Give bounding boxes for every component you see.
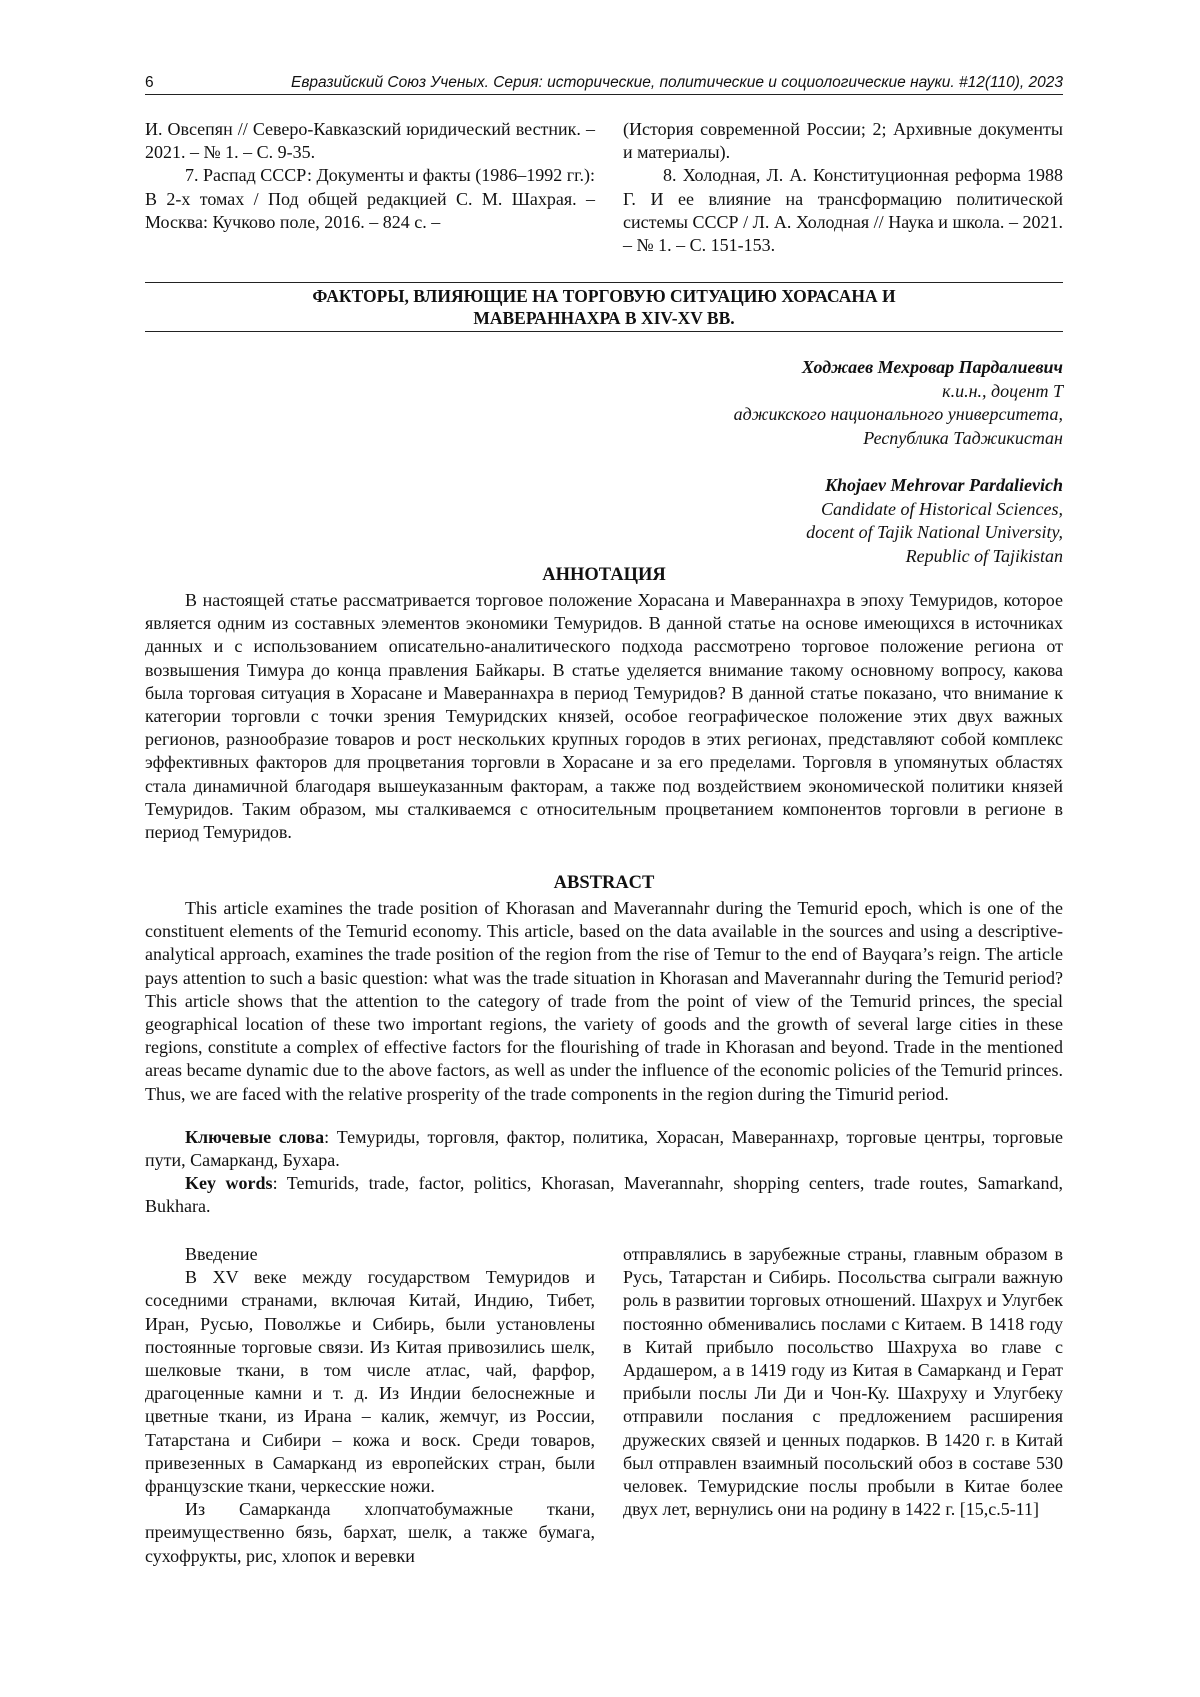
keywords-list: : Temurids, trade, factor, politics, Khorasan, Maverannahr, shopping centers, trade routes, Samarkand, Bukhara. xyxy=(145,1173,1063,1217)
author-affiliation: docent of Tajik National University, xyxy=(806,522,1063,542)
article-title-line: ФАКТОРЫ, ВЛИЯЮЩИЕ НА ТОРГОВУЮ СИТУАЦИЮ ХОРАСАНА И xyxy=(312,286,896,306)
keywords-label: Key words xyxy=(185,1173,273,1193)
author-affiliation: Республика Таджикистан xyxy=(863,427,1063,448)
references-left-column xyxy=(145,118,595,234)
body-left-column xyxy=(145,1243,595,1568)
author-block-ru xyxy=(463,356,1063,450)
author-name: Khojaev Mehrovar Pardalievich xyxy=(825,475,1063,495)
body-paragraph: Из Самарканда хлопчатобумажные ткани, преимущественно бязь, бархат, шелк, а также бумага, сухофрукты, рис, хлопок и веревки xyxy=(145,1499,595,1566)
reference-item: 7. Распад СССР: Документы и факты (1986–1992 гг.): В 2-х томах / Под общей редакцией С. М. Шахрая. – Москва: Кучково поле, 2016. – 824 с. – xyxy=(145,165,595,232)
annotation-heading: АННОТАЦИЯ xyxy=(542,565,666,585)
keywords-label: Ключевые слова xyxy=(185,1127,325,1147)
author-block-en xyxy=(463,474,1063,568)
body-paragraph: В XV веке между государством Темуридов и соседними странами, включая Китай, Индию, Тибет, Иран, Русью, Поволжье и Сибирь, были установлены постоянные торговые связи. Из Китая привозились шелк, шелковые ткани, в том числе атлас, чай, фарфор, драгоценные камни и т. д. Из Индии белоснежные и цветные ткани, из Ирана – калик, жемчуг, из России, Татарстана и Сибири – кожа и воск. Среди товаров, привезенных в Самарканд из европейских стран, были французские ткани, черкесские ножи. xyxy=(145,1267,595,1497)
section-heading: Введение xyxy=(185,1244,258,1264)
abstract-text xyxy=(145,897,1063,1106)
article-title-line: МАВЕРАННАХРА В XIV-XV ВВ. xyxy=(473,308,735,328)
author-affiliation: Republic of Tajikistan xyxy=(905,545,1063,566)
reference-item: (История современной России; 2; Архивные документы и материалы). xyxy=(623,119,1063,163)
annotation-text xyxy=(145,589,1063,844)
author-name: Ходжаев Мехровар Пардалиевич xyxy=(801,357,1063,377)
running-header xyxy=(145,72,1063,95)
keywords-ru xyxy=(145,1126,1063,1172)
author-affiliation: к.и.н., доцент Т xyxy=(942,380,1063,401)
reference-item: И. Овсепян // Северо-Кавказский юридический вестник. – 2021. – № 1. – С. 9-35. xyxy=(145,119,595,163)
article-title xyxy=(145,282,1063,332)
body-right-column xyxy=(623,1243,1063,1521)
keywords-en xyxy=(145,1172,1063,1218)
author-affiliation: аджикского национального университета, xyxy=(733,404,1063,424)
keywords-list: : Темуриды, торговля, фактор, политика, Хорасан, Мавераннахр, торговые центры, торговые пути, Самарканд, Бухара. xyxy=(145,1127,1063,1171)
annotation-paragraph: В настоящей статье рассматривается торговое положение Хорасана и Мавераннахра в эпоху Темуридов, которое является одним из составных элементов экономики Темуридов. В данной статье на основе имеющихся в источниках данных и с использованием описательно-аналитического подхода рассмотрено торговое положение региона от возвышения Тимура до конца правления Байкары. В статье уделяется внимание такому основному вопросу, какова была торговая ситуация в Хорасане и Мавераннахра в период Темуридов? В данной статье показано, что внимание к категории торговли с точки зрения Темуридских князей, особое географическое положение этих двух важных регионов, разнообразие товаров и рост нескольких крупных городов в этих регионах, представляют собой комплекс эффективных факторов для процветания торговли в Хорасане и за его пределами. Торговля в упомянутых областях стала динамичной благодаря вышеуказанным факторам, а также под воздействием экономической политики князей Темуридов. Таким образом, мы сталкиваемся с относительным процветанием компонентов торговли в регионе в период Темуридов. xyxy=(145,590,1063,843)
body-paragraph: отправлялись в зарубежные страны, главным образом в Русь, Татарстан и Сибирь. Посольства сыграли важную роль в развитии торговых отношений. Шахрух и Улугбек постоянно обменивались послами с Китаем. В 1418 году в Китай прибыло посольство Шахруха во главе с Ардашером, а в 1419 году из Китая в Самарканд и Герат прибыли послы Ли Ди и Чон-Ку. Шахруху и Улугбеку отправили послания с предложением расширения дружеских связей и ценных подарков. В 1420 г. в Китай был отправлен взаимный посольский обоз в составе 530 человек. Темуридские послы пробыли в Китае более двух лет, вернулись они на родину в 1422 г. [15,с.5-11] xyxy=(623,1244,1063,1520)
reference-item: 8. Холодная, Л. А. Конституционная реформа 1988 Г. И ее влияние на трансформацию политической системы СССР / Л. А. Холодная // Наука и школа. – 2021. – № 1. – С. 151-153. xyxy=(623,165,1063,256)
abstract-paragraph: This article examines the trade position of Khorasan and Maverannahr during the Temurid epoch, which is one of the constituent elements of the Temurid economy. This article, based on the data available in the sources and using a descriptive-analytical approach, examines the trade position of the region from the rise of Temur to the end of Bayqara’s reign. The article pays attention to such a basic question: what was the trade situation in Khorasan and Maverannahr during the Temurid period? This article shows that the attention to the category of trade from the point of view of the Temurid princes, the special geographical location of these two important regions, the variety of goods and the growth of several large cities in these regions, constitute a complex of effective factors for the flourishing of trade in Khorasan and beyond. Trade in the mentioned areas became dynamic due to the above factors, as well as under the influence of the economic policies of the Temurid princes. Thus, we are faced with the relative prosperity of the trade components in the region during the Timurid period. xyxy=(145,898,1063,1104)
page-number: 6 xyxy=(145,74,154,91)
journal-title: Евразийский Союз Ученых. Серия: исторические, политические и социологические науки. #12(110), 2023 xyxy=(290,74,1063,91)
references-right-column xyxy=(623,118,1063,257)
abstract-heading: ABSTRACT xyxy=(553,873,655,893)
author-affiliation: Candidate of Historical Sciences, xyxy=(821,498,1063,519)
